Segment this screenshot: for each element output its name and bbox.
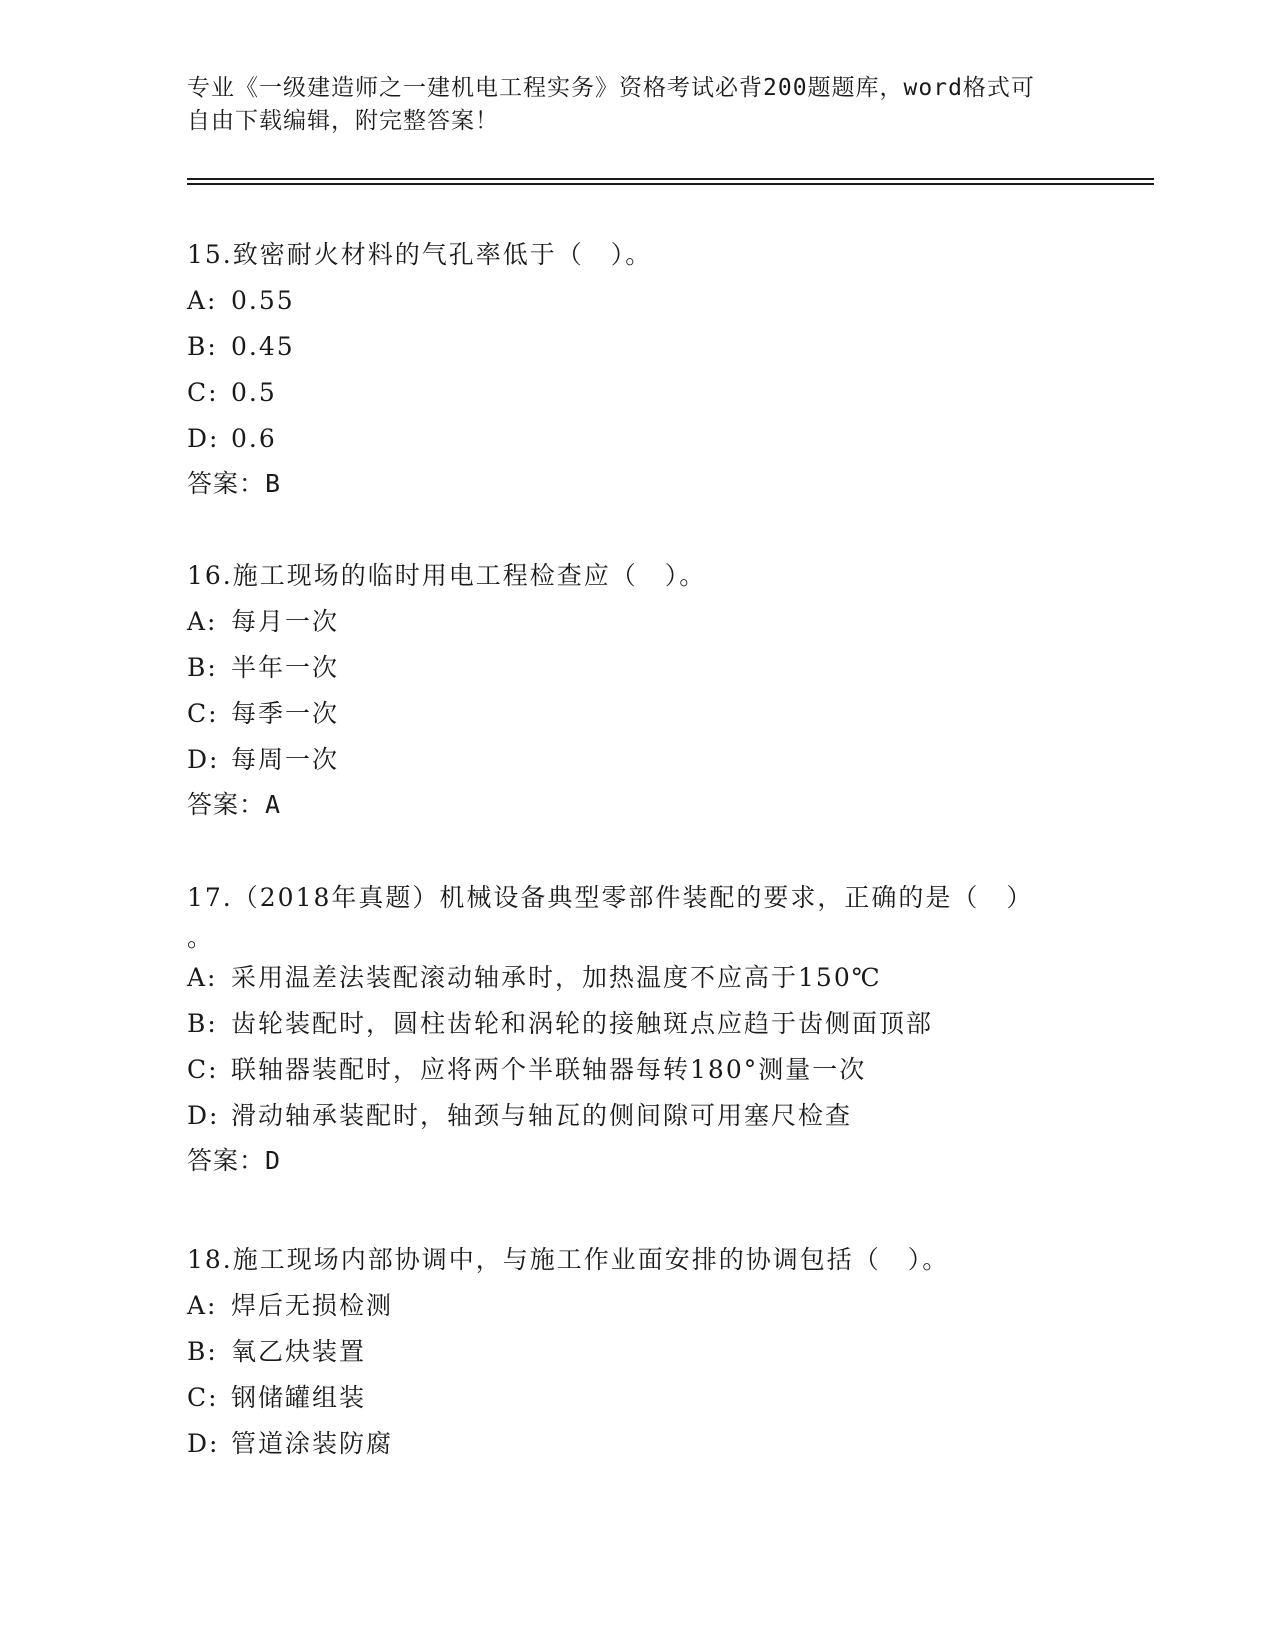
document-header xyxy=(187,72,1087,138)
question-title-continuation: 。 xyxy=(187,923,215,952)
option-b xyxy=(187,324,1087,370)
option-a xyxy=(187,599,1087,645)
option-text: 氧乙炔装置 xyxy=(231,1337,367,1366)
option-text: 每周一次 xyxy=(231,745,340,774)
question-15 xyxy=(187,232,1087,506)
option-d xyxy=(187,737,1087,783)
option-label: A: xyxy=(187,963,218,992)
option-a xyxy=(187,955,1087,1001)
option-b xyxy=(187,645,1087,691)
question-title: 16.施工现场的临时用电工程检查应（ ）。 xyxy=(187,561,707,590)
header-line-2: 自由下载编辑，附完整答案！ xyxy=(187,108,499,134)
option-label: D: xyxy=(187,424,220,453)
option-text: 0.45 xyxy=(231,332,295,361)
option-c xyxy=(187,1047,1087,1093)
option-label: B: xyxy=(187,332,218,361)
question-18 xyxy=(187,1237,1087,1467)
option-text: 联轴器装配时，应将两个半联轴器每转180°测量一次 xyxy=(231,1055,867,1084)
option-label: B: xyxy=(187,653,218,682)
question-title: 18.施工现场内部协调中，与施工作业面安排的协调包括（ ）。 xyxy=(187,1245,950,1274)
option-label: C: xyxy=(187,699,219,728)
option-text: 采用温差法装配滚动轴承时，加热温度不应高于150℃ xyxy=(231,963,882,992)
option-text: 半年一次 xyxy=(231,653,340,682)
option-d xyxy=(187,1421,1087,1467)
option-label: C: xyxy=(187,1383,219,1412)
header-divider-top xyxy=(187,178,1154,180)
option-label: B: xyxy=(187,1337,218,1366)
answer-text: 答案：B xyxy=(187,469,282,498)
question-17 xyxy=(187,875,1087,1183)
option-label: C: xyxy=(187,1055,219,1084)
option-label: A: xyxy=(187,1291,218,1320)
header-divider-bottom xyxy=(187,183,1154,185)
option-label: C: xyxy=(187,378,219,407)
option-text: 焊后无损检测 xyxy=(231,1291,394,1320)
option-text: 钢储罐组装 xyxy=(231,1383,367,1412)
option-c xyxy=(187,370,1087,416)
answer-text: 答案：A xyxy=(187,790,282,819)
option-label: B: xyxy=(187,1009,218,1038)
header-line-1: 专业《一级建造师之一建机电工程实务》资格考试必背200题题库，word格式可 xyxy=(187,75,1035,101)
answer-text: 答案：D xyxy=(187,1146,282,1175)
option-text: 每季一次 xyxy=(231,699,340,728)
option-b xyxy=(187,1001,1087,1047)
option-a xyxy=(187,278,1087,324)
option-text: 每月一次 xyxy=(231,607,340,636)
option-text: 0.5 xyxy=(231,378,277,407)
option-d xyxy=(187,1093,1087,1139)
option-label: D: xyxy=(187,1101,220,1130)
option-text: 0.6 xyxy=(231,424,277,453)
option-text: 管道涂装防腐 xyxy=(231,1429,394,1458)
option-text: 齿轮装配时，圆柱齿轮和涡轮的接触斑点应趋于齿侧面顶部 xyxy=(231,1009,934,1038)
option-label: A: xyxy=(187,286,218,315)
option-a xyxy=(187,1283,1087,1329)
option-d xyxy=(187,416,1087,462)
option-text: 滑动轴承装配时，轴颈与轴瓦的侧间隙可用塞尺检查 xyxy=(231,1101,853,1130)
question-16 xyxy=(187,553,1087,827)
question-title: 15.致密耐火材料的气孔率低于（ ）。 xyxy=(187,240,653,269)
option-b xyxy=(187,1329,1087,1375)
option-text: 0.55 xyxy=(231,286,295,315)
option-label: A: xyxy=(187,607,218,636)
option-c xyxy=(187,1375,1087,1421)
option-label: D: xyxy=(187,1429,220,1458)
option-label: D: xyxy=(187,745,220,774)
question-title: 17.（2018年真题）机械设备典型零部件装配的要求，正确的是（ ） xyxy=(187,883,1034,912)
option-c xyxy=(187,691,1087,737)
